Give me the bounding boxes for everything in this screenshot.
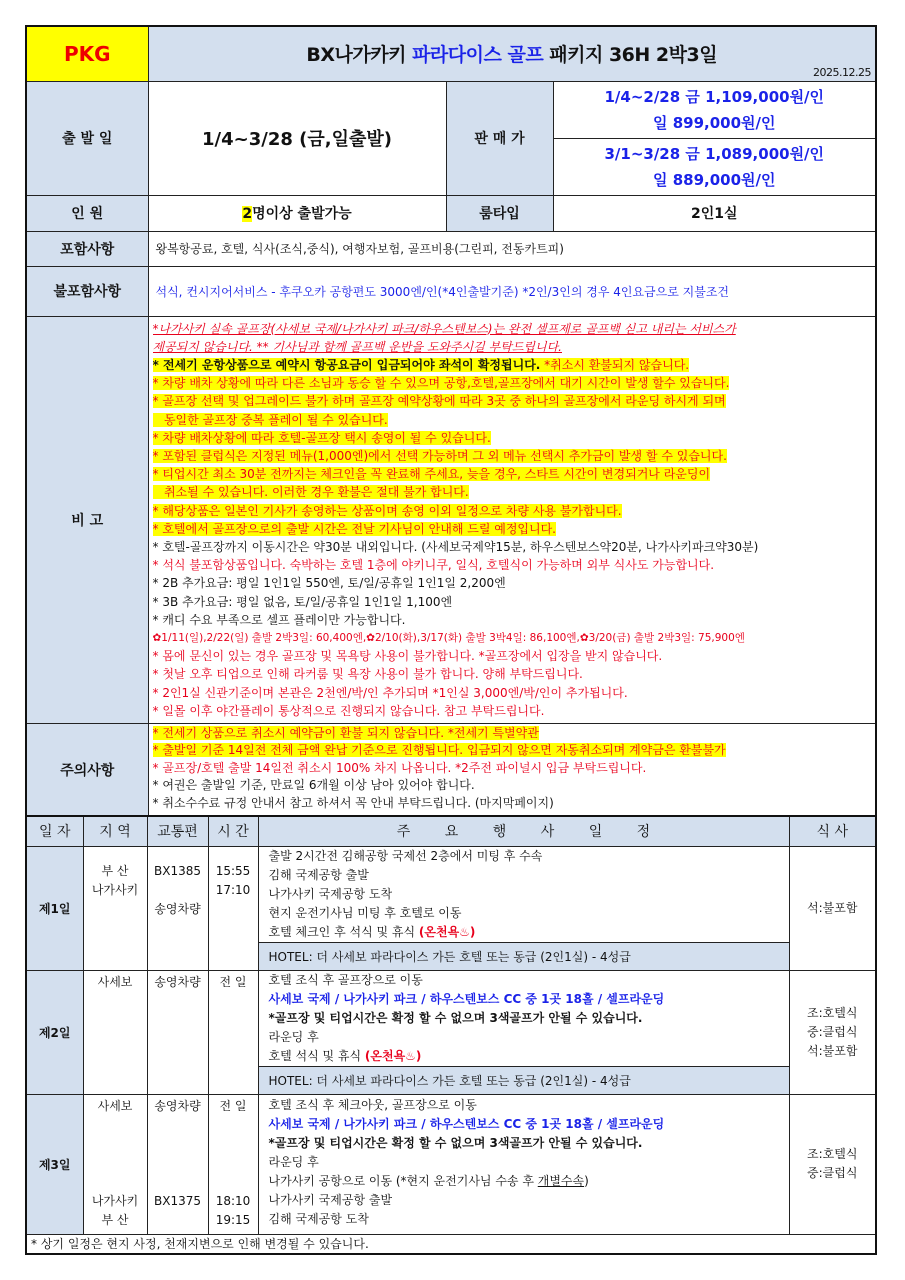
schedule-line: 호텔 조식 후 체크아웃, 골프장으로 이동 — [268, 1097, 477, 1112]
schedule-line — [269, 923, 789, 942]
region-name: 사세보 — [97, 974, 133, 989]
schedule-line — [269, 1047, 789, 1066]
price-line: 1/4~2/28 금 1,109,000원/인 — [604, 87, 825, 106]
schedule-text: 호텔 체크인 후 석식 및 휴식 — [268, 924, 419, 939]
caution-list — [148, 723, 876, 816]
remark-line — [153, 374, 872, 392]
schedule-text: 개별수속 — [537, 1173, 585, 1188]
remark-text: * 차량 배차 상황에 따라 다른 소님과 동승 할 수 있으며 공항,호텔,골프장에서 대기 시간이 발생 할수 있습니다. — [152, 376, 730, 391]
remark-line — [153, 483, 872, 501]
region-name: 부 산 — [101, 863, 129, 878]
golf-course-line: 사세보 국제 / 나가사키 파크 / 하우스텐보스 CC 중 1곳 18홀 / 셀프라운딩 — [268, 1116, 665, 1131]
remark-line — [153, 447, 872, 465]
schedule-line: 라운딩 후 — [268, 1154, 319, 1169]
remarks-list — [148, 316, 876, 723]
caution-line: * 취소수수료 규정 안내서 참고 하셔서 꼭 안내 부탁드립니다. (마지막페이지) — [152, 795, 554, 810]
price-line: 3/1~3/28 금 1,089,000원/인 — [604, 144, 825, 163]
caution-line: * 여권은 출발일 기준, 만료일 6개월 이상 남아 있어야 합니다. — [152, 778, 475, 793]
pkg-badge: PKG — [26, 26, 148, 81]
schedule-line: 나가사키 국제공항 출발 — [268, 1192, 393, 1207]
hot-spring-note: (온천욕♨) — [364, 1048, 422, 1063]
min-people: 2 — [242, 206, 253, 222]
schedule-line: *골프장 및 티업시간은 확정 할 수 없으며 3색골프가 안될 수 있습니다. — [268, 1135, 643, 1150]
caution-line: * 골프장/호텔 출발 14일전 취소시 100% 차지 나옵니다. *2주전 파이널시 입금 부탁드립니다. — [152, 760, 647, 775]
region — [83, 970, 147, 1094]
region-name: 사세보 — [97, 1098, 133, 1113]
remark-text: *취소시 환불되지 않습니다. — [540, 357, 690, 372]
schedule — [258, 970, 789, 1066]
time — [208, 970, 258, 1094]
day-label: 제1일 — [26, 846, 83, 970]
meal-item: 석:불포함 — [807, 1043, 858, 1058]
day-label: 제2일 — [26, 970, 83, 1094]
price-label: 판 매 가 — [446, 81, 553, 195]
caution-line — [153, 725, 872, 743]
time — [208, 1094, 258, 1234]
caution-label: 주의사항 — [26, 723, 148, 816]
meal-item: 조:호텔식 — [807, 1005, 858, 1020]
meals — [789, 1094, 876, 1234]
transport — [147, 846, 208, 970]
remark-text: * 호텔에서 골프장으로의 출발 시간은 전날 기사님이 안내해 드릴 예정입니다. — [152, 521, 556, 536]
header-meals: 식 사 — [789, 816, 876, 846]
schedule-line — [269, 1172, 789, 1191]
remark-text: 동일한 골프장 중복 플레이 될 수 있습니다. — [152, 412, 388, 427]
schedule-line: 김해 국제공항 도착 — [268, 1211, 369, 1226]
include-value: 왕복항공료, 호텔, 식사(조식,중식), 여행자보험, 골프비용(그린피, 전동카트피) — [148, 231, 876, 266]
transport — [147, 1094, 208, 1234]
remark-text: * 포함된 클럽식은 지정된 메뉴(1,000엔)에서 선택 가능하며 그 외 메뉴 선택시 추가금이 발생 할 수 있습니다. — [152, 448, 727, 463]
remark-text: * 차량 배차상황에 따라 호텔-골프장 택시 송영이 될 수 있습니다. — [152, 430, 491, 445]
header-day: 일 자 — [26, 816, 83, 846]
people-label: 인 원 — [26, 195, 148, 231]
itinerary-table — [25, 815, 877, 1255]
itinerary-footnote: * 상기 일정은 현지 사정, 천재지변으로 인해 변경될 수 있습니다. — [26, 1234, 876, 1254]
remark-line: * 호텔-골프장까지 이동시간은 약30분 내외입니다. (사세보국제약15분, 하우스텐보스약20분, 나가사키파크약30분) — [152, 539, 759, 554]
schedule — [258, 1094, 789, 1234]
schedule-text: ) — [584, 1173, 589, 1188]
remark-line: * 첫날 오후 티업으로 인해 라커룸 및 욕장 사용이 불가 합니다. 양해 부탁드립니다. — [152, 667, 583, 682]
remark-line — [153, 356, 872, 374]
flight-number: BX1385 — [154, 863, 201, 878]
price-line: 일 899,000원/인 — [653, 113, 776, 132]
remark-line — [153, 465, 872, 483]
meals — [789, 970, 876, 1094]
schedule-line: 나가사키 국제공항 도착 — [268, 886, 393, 901]
remark-text: * 티업시간 최소 30분 전까지는 체크인을 꼭 완료해 주세요, 늦을 경우, 스타트 시간이 변경되거나 라운딩이 — [152, 467, 711, 482]
schedule-text: 나가사키 공항으로 이동 (*현지 운전기사님 수송 후 — [268, 1173, 538, 1188]
schedule-line: *골프장 및 티업시간은 확정 할 수 없으며 3색골프가 안될 수 있습니다. — [268, 1010, 643, 1025]
price-line: 일 889,000원/인 — [653, 170, 776, 189]
schedule-line: 현지 운전기사님 미팅 후 호텔로 이동 — [268, 905, 462, 920]
exclude-label: 불포함사항 — [26, 266, 148, 316]
region-name: 부 산 — [101, 1212, 129, 1227]
region-name: 나가사키 — [91, 882, 139, 897]
header-time: 시 간 — [208, 816, 258, 846]
header-transport: 교통편 — [147, 816, 208, 846]
remark-text: * 골프장 선택 및 업그레이드 불가 하며 골프장 예약상황에 따라 3곳 중 하나의 골프장에서 라운딩 하시게 되며 — [152, 394, 726, 409]
golf-course-line: 사세보 국제 / 나가사키 파크 / 하우스텐보스 CC 중 1곳 18홀 / 셀프라운딩 — [268, 991, 665, 1006]
remark-line: 제공되지 않습니다. ** 기사님과 함께 골프백 운반을 도와주시길 부탁드립니다. — [152, 339, 562, 354]
remark-line: * 3B 추가요금: 평일 없음, 토/일/공휴일 1인1일 1,100엔 — [152, 594, 453, 609]
meal-item: 중:클럽식 — [807, 1024, 858, 1039]
hotel-info: HOTEL: 더 사세보 파라다이스 가든 호텔 또는 동급 (2인1실) - 4성급 — [258, 1066, 789, 1094]
title-part: 패키지 36H 2박3일 — [543, 44, 718, 67]
document-date: 2025.12.25 — [813, 65, 871, 79]
room-value: 2인1실 — [553, 195, 876, 231]
exclude-value: 석식, 컨시지어서비스 - 후쿠오카 공항편도 3000엔/인(*4인출발기준) *2인/3인의 경우 4인요금으로 지불조건 — [148, 266, 876, 316]
schedule-line: 라운딩 후 — [268, 1029, 319, 1044]
caution-text: * 출발일 기준 14일전 전체 금액 완납 기준으로 진행됩니다. 입금되지 않으면 자동취소되며 계약금은 환불불가 — [152, 743, 726, 758]
hot-spring-note: (온천욕♨) — [418, 924, 476, 939]
schedule-line: 호텔 조식 후 골프장으로 이동 — [268, 972, 423, 987]
package-summary-table — [25, 25, 877, 817]
remark-line: ✿1/11(일),2/22(일) 출발 2박3일: 60,400엔,✿2/10(화),3/17(화) 출발 3박4일: 86,100엔,✿3/20(금) 출발 2박3일: 75,900엔 — [152, 631, 745, 644]
transport-mode: 송영차량 — [154, 1098, 201, 1113]
header-schedule: 주 요 행 사 일 정 — [258, 816, 789, 846]
meal-item: 석:불포함 — [807, 900, 858, 915]
remark-line: * 일몰 이후 야간플레이 통상적으로 진행되지 않습니다. 참고 부탁드립니다. — [152, 703, 545, 718]
remark-line: * 석식 불포함상품입니다. 숙박하는 호텔 1층에 야키니쿠, 일식, 호텔식이 가능하며 외부 식사도 가능합니다. — [152, 558, 715, 573]
price-period-2 — [553, 138, 876, 195]
transport — [147, 970, 208, 1094]
region-name: 나가사키 — [91, 1193, 139, 1208]
remark-text: * 해당상품은 일본인 기사가 송영하는 상품이며 송영 이외 일정으로 차량 사용 불가합니다. — [152, 503, 622, 518]
include-label: 포함사항 — [26, 231, 148, 266]
region — [83, 1094, 147, 1234]
caution-text: * 전세기 상품으로 취소시 예약금이 환불 되지 않습니다. *전세기 특별약관 — [152, 725, 539, 740]
schedule-line: 출발 2시간전 김해공항 국제선 2층에서 미팅 후 수속 — [268, 848, 543, 863]
depart-label: 출 발 일 — [26, 81, 148, 195]
remark-line: * 2인1실 신관기준이며 본관은 2천엔/박/인 추가되며 *1인실 3,000엔/박/인이 추가됩니다. — [152, 685, 628, 700]
remark-text: * 전세기 운항상품으로 예약시 항공요금이 입금되어야 좌석이 확정됩니다. — [152, 357, 541, 372]
flight-number: BX1375 — [154, 1193, 201, 1208]
depart-value: 1/4~3/28 (금,일출발) — [148, 81, 446, 195]
title-highlight: 파라다이스 골프 — [412, 44, 544, 67]
time-value: 18:10 — [215, 1193, 251, 1208]
meal-item: 중:클럽식 — [807, 1166, 858, 1180]
time-value: 전 일 — [219, 1098, 247, 1113]
schedule — [258, 846, 789, 942]
day-label: 제3일 — [26, 1094, 83, 1234]
time — [208, 846, 258, 970]
time-value: 17:10 — [215, 882, 251, 897]
remark-line — [153, 429, 872, 447]
title-part: BX나가카키 — [306, 44, 413, 67]
time-value: 15:55 — [215, 863, 251, 878]
transport-mode: 송영차량 — [154, 901, 201, 916]
page-title — [148, 26, 876, 81]
time-value: 전 일 — [219, 974, 247, 989]
people-text: 명이상 출발가능 — [252, 206, 352, 222]
remark-line — [153, 520, 872, 538]
hotel-info: HOTEL: 더 사세보 파라다이스 가든 호텔 또는 동급 (2인1실) - 4성급 — [258, 942, 789, 970]
schedule-text: 호텔 석식 및 휴식 — [268, 1048, 365, 1063]
meal-item: 조:호텔식 — [807, 1147, 858, 1161]
caution-line — [153, 742, 872, 760]
remark-line: * 몸에 문신이 있는 경우 골프장 및 목욕탕 사용이 불가합니다. *골프장에서 입장을 받지 않습니다. — [152, 649, 663, 664]
remark-line: * 캐디 수요 부족으로 셀프 플레이만 가능합니다. — [152, 612, 406, 627]
time-value: 19:15 — [215, 1212, 251, 1227]
price-period-1 — [553, 81, 876, 138]
transport-mode: 송영차량 — [154, 974, 201, 989]
remark-text: 취소될 수 있습니다. 이러한 경우 환불은 절대 불가 합니다. — [152, 485, 469, 500]
header-region: 지 역 — [83, 816, 147, 846]
remarks-label: 비 고 — [26, 316, 148, 723]
schedule-line: 김해 국제공항 출발 — [268, 867, 369, 882]
remark-line — [153, 411, 872, 429]
people-value — [148, 195, 446, 231]
region — [83, 846, 147, 970]
remark-line — [153, 392, 872, 410]
remark-line — [153, 502, 872, 520]
meals — [789, 846, 876, 970]
room-label: 룸타입 — [446, 195, 553, 231]
remark-line: *나가사키 실속 골프장(사세보 국제/나가사키 파크/하우스텐보스)는 완전 셀프제로 골프백 싣고 내리는 서비스가 — [152, 321, 736, 336]
remark-line: * 2B 추가요금: 평일 1인1일 550엔, 토/일/공휴일 1인1일 2,200엔 — [152, 576, 506, 591]
